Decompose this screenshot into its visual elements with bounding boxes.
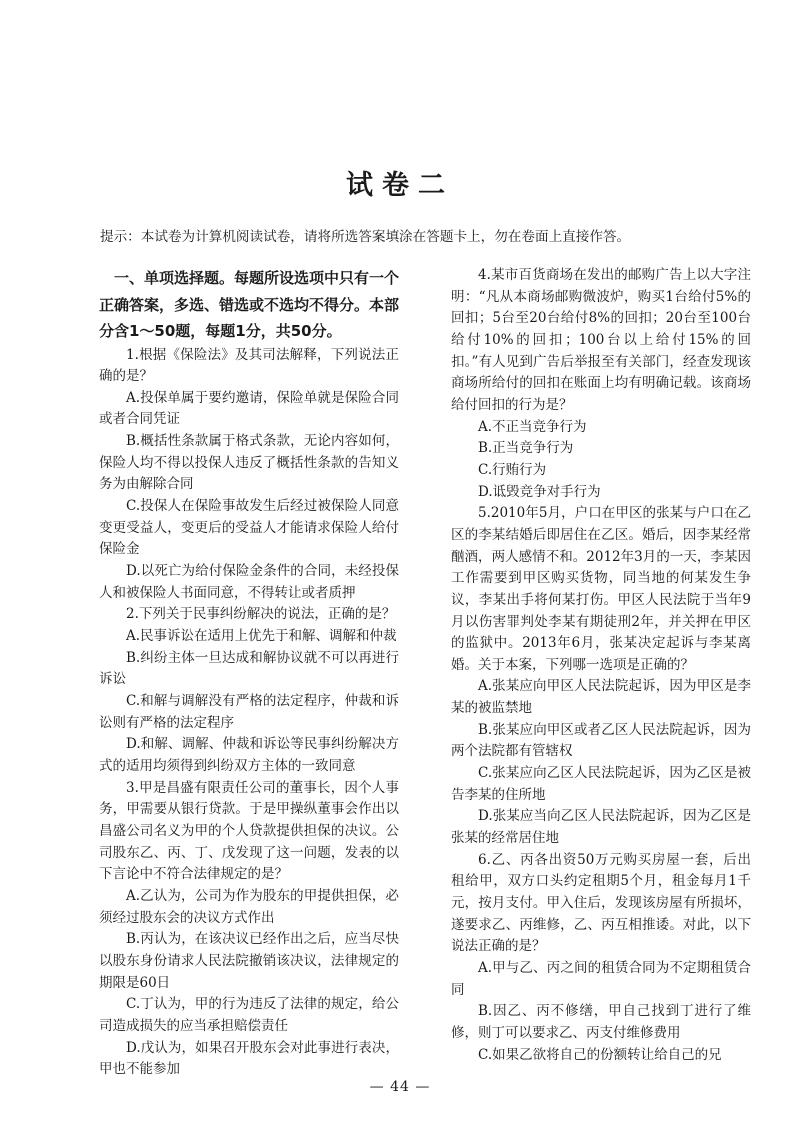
answer-option: A.投保单属于要约邀请，保险单就是保险合同或者合同凭证 bbox=[99, 389, 399, 428]
answer-option: A.民事诉讼在适用上优先于和解、调解和仲裁 bbox=[126, 628, 397, 645]
answer-option: A.乙认为，公司为作为股东的甲提供担保，必须经过股东会的决议方式作出 bbox=[99, 887, 399, 926]
answer-option: B.丙认为，在该决议已经作出之后，应当尽快以股东身份请求人民法院撤销该决议，法律规定的期限是60日 bbox=[99, 931, 399, 991]
answer-option: C.如果乙欲将自己的份额转让给自己的兄 bbox=[478, 1046, 722, 1063]
exam-hint: 提示：本试卷为计算机阅读试卷，请将所选答案填涂在答题卡上，勿在卷面上直接作答。 bbox=[100, 229, 631, 245]
page-title: 试卷二 bbox=[346, 170, 454, 201]
answer-option: B.张某应向甲区或者乙区人民法院起诉，因为两个法院都有管辖权 bbox=[451, 721, 751, 760]
answer-option: B.概括性条款属于格式条款，无论内容如何，保险人均不得以投保人违反了概括性条款的告知义务为由解除合同 bbox=[99, 433, 399, 493]
left-column bbox=[99, 265, 399, 1081]
answer-option: B.纠纷主体一旦达成和解协议就不可以再进行诉讼 bbox=[99, 649, 399, 688]
answer-option: D.张某应当向乙区人民法院起诉，因为乙区是张某的经常居住地 bbox=[451, 808, 751, 847]
answer-option: C.投保人在保险事故发生后经过被保险人同意变更受益人，变更后的受益人才能请求保险人给付保险金 bbox=[99, 498, 399, 558]
answer-option: C.行贿行为 bbox=[478, 461, 547, 478]
question-stem: 3.甲是昌盛有限责任公司的董事长，因个人事务，甲需要从银行贷款。于是甲操纵董事会作出以昌盛公司名义为甲的个人贷款提供担保的决议。公司股东乙、丙、丁、戊发现了这一问题，发表的以下言论中不符合法律规定的是？ bbox=[99, 779, 399, 883]
answer-option: D.诋毁竞争对手行为 bbox=[478, 483, 601, 500]
answer-option: A.甲与乙、丙之间的租赁合同为不定期租赁合同 bbox=[451, 960, 751, 998]
answer-option: D.戊认为，如果召开股东会对此事进行表决，甲也不能参加 bbox=[99, 1039, 399, 1078]
answer-option: C.张某应向乙区人民法院起诉，因为乙区是被告李某的住所地 bbox=[451, 765, 751, 803]
question-stem: 1.根据《保险法》及其司法解释，下列说法正确的是？ bbox=[99, 346, 399, 385]
answer-option: D.和解、调解、仲裁和诉讼等民事纠纷解决方式的适用均须得到纠纷双方主体的一致同意 bbox=[99, 736, 399, 774]
answer-option: D.以死亡为给付保险金条件的合同，未经投保人和被保险人书面同意，不得转让或者质押 bbox=[99, 563, 399, 601]
section-heading: 一、单项选择题。每题所设选项中只有一个正确答案，多选、错选或不选均不得分。本部分含1～50题，每题1分，共50分。 bbox=[99, 269, 400, 340]
answer-option: A.张某应向甲区人民法院起诉，因为甲区是李某的被监禁地 bbox=[451, 678, 751, 717]
answer-option: B.因乙、丙不修缮，甲自己找到丁进行了维修，则丁可以要求乙、丙支付维修费用 bbox=[451, 1003, 751, 1041]
question-stem: 4.某市百货商场在发出的邮购广告上以大字注明：“凡从本商场邮购微波炉，购买1台给付5%的回扣；5台至20台给付8%的回扣；20台至100台给付10%的回扣；100台以上给付15%的回扣。”有人见到广告后举报至有关部门，经查发现该商场所给付的回扣在账面上均有明确记载。该商场给付回扣的行为是？ bbox=[451, 267, 751, 413]
question-stem: 2.下列关于民事纠纷解决的说法，正确的是？ bbox=[126, 606, 396, 623]
question-stem: 6.乙、丙各出资50万元购买房屋一套，后出租给甲，双方口头约定租期5个月，租金每月1千元，按月支付。甲入住后，发现该房屋有所损坏，遂要求乙、丙维修，乙、丙互相推诿。对此，以下说法正确的是？ bbox=[451, 851, 751, 955]
answer-option: A.不正当竞争行为 bbox=[478, 418, 587, 435]
page-number: — 44 — bbox=[369, 1079, 431, 1095]
right-column bbox=[451, 265, 751, 1066]
answer-option: C.和解与调解没有严格的法定程序，仲裁和诉讼则有严格的法定程序 bbox=[99, 693, 399, 731]
answer-option: C.丁认为，甲的行为违反了法律的规定，给公司造成损失的应当承担赔偿责任 bbox=[99, 996, 399, 1034]
answer-option: B.正当竞争行为 bbox=[478, 440, 574, 457]
question-stem: 5.2010年5月，户口在甲区的张某与户口在乙区的李某结婚后即居住在乙区。婚后，因李某经常酗酒，两人感情不和。2012年3月的一天，李某因工作需要到甲区购买货物，同当地的何某发生争议，李某出手将何某打伤。甲区人民法院于当年9月以伤害罪判处李某有期徒刑2年，并关押在甲区的监狱中。2013年6月，张某决定起诉与李某离婚。关于本案，下列哪一选项是正确的？ bbox=[451, 505, 751, 673]
